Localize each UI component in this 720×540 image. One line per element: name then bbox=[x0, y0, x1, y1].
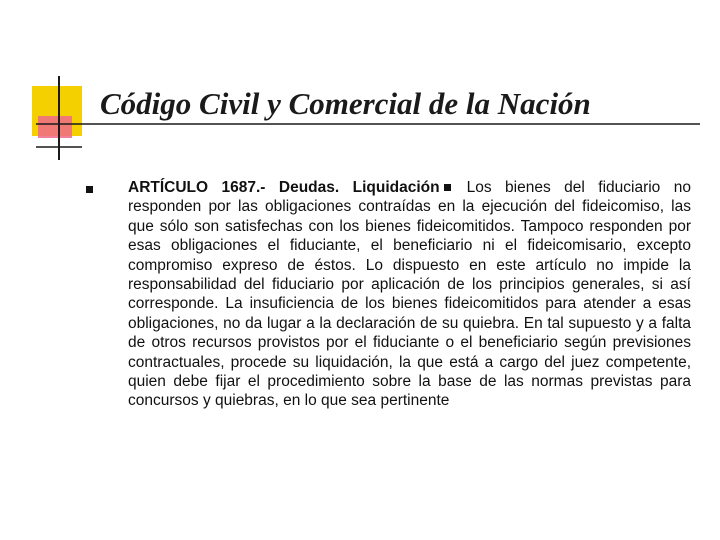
article-heading: ARTÍCULO 1687.- Deudas. Liquidación bbox=[128, 179, 440, 196]
title-decoration bbox=[0, 0, 720, 170]
article-paragraph bbox=[128, 178, 691, 411]
article-body: Los bienes del fiduciario no responden por las obligaciones contraídas en la ejecución del fideicomiso, las que sólo son satisfechas con los bienes fideicomitidos. Tampoco responden por esas obligaciones el fiduciante, el beneficiario ni el fideicomisario, excepto compromiso expreso de éstos. Lo dispuesto en este artículo no impide la responsabilidad del fiduciario por aplicación de los principios generales, si así corresponde. La insuficiencia de los bienes fideicomitidos para atender a esas obligaciones, no da lugar a la declaración de su quiebra. En tal supuesto y a falta de otros recursos provistos por el fiduciante o el beneficiario según previsiones contractuales, procede su liquidación, la que está a cargo del juez competente, quien debe fijar el procedimiento sobre la base de las normas previstas para concursos y quiebras, en lo que sea pertinente bbox=[128, 179, 691, 410]
bullet-square-icon bbox=[86, 186, 93, 193]
inline-square-icon bbox=[444, 184, 451, 191]
page-title: Código Civil y Comercial de la Nación bbox=[100, 86, 591, 121]
pink-square bbox=[38, 116, 72, 138]
